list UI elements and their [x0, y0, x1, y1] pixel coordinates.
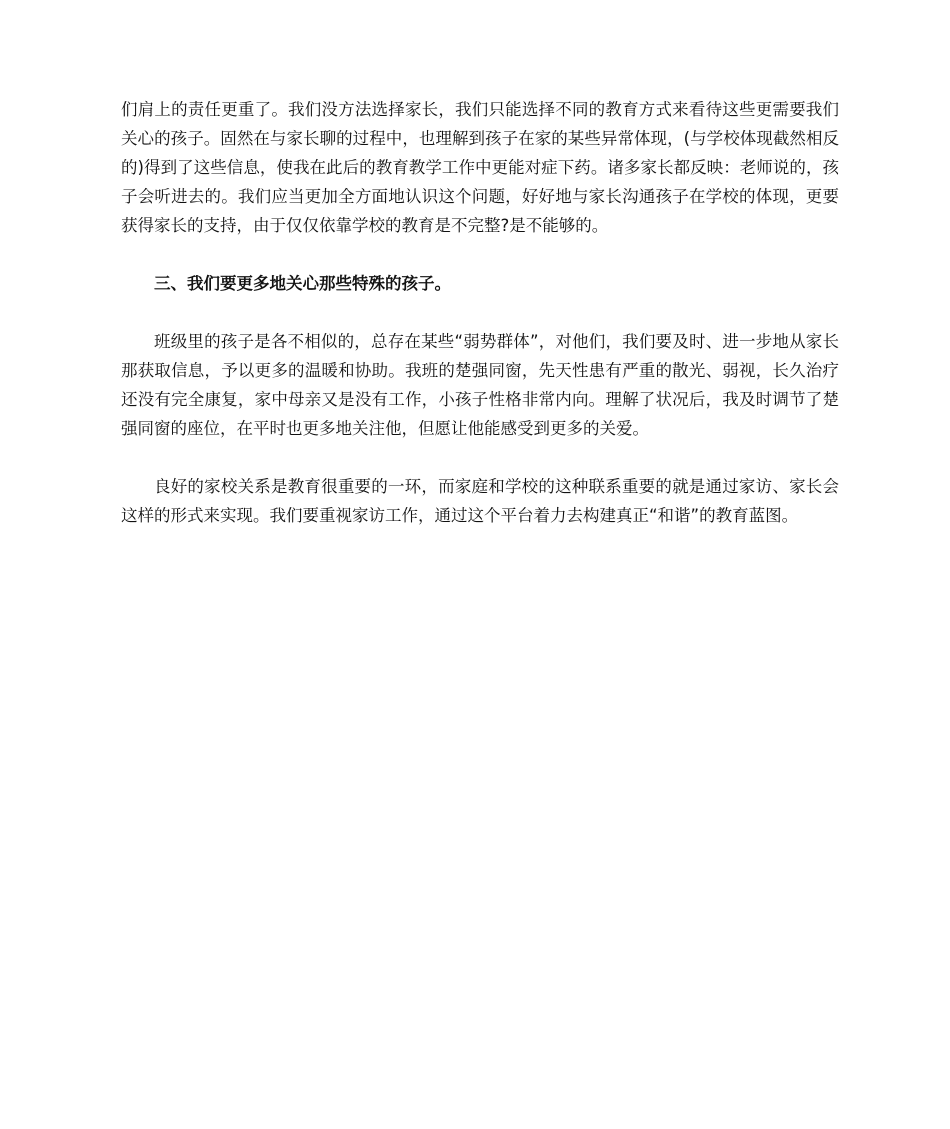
document-body: [121, 95, 839, 559]
section-heading: 三、我们要更多地关心那些特殊的孩子。: [154, 274, 451, 293]
paragraph-home-school: 良好的家校关系是教育很重要的一环，而家庭和学校的这种联系重要的就是通过家访、家长会这样的形式来实现。我们要重视家访工作，通过这个平台着力去构建真正“和谐”的教育蓝图。: [121, 477, 839, 525]
paragraph-continuation: 们肩上的责任更重了。我们没方法选择家长，我们只能选择不同的教育方式来看待这些更需要我们关心的孩子。固然在与家长聊的过程中，也理解到孩子在家的某些异常体现，(与学校体现截然相反的)得到了这些信息，使我在此后的教育教学工作中更能对症下药。诸多家长都反映：老师说的，孩子会听进去的。我们应当更加全方面地认识这个问题，好好地与家长沟通孩子在学校的体现，更要获得家长的支持，由于仅仅依靠学校的教育是不完整?是不能够的。: [121, 100, 839, 235]
paragraph-special-children: 班级里的孩子是各不相似的，总存在某些“弱势群体”，对他们，我们要及时、进一步地从家长那获取信息，予以更多的温暖和协助。我班的楚强同窗，先天性患有严重的散光、弱视，长久治疗还没有完全康复，家中母亲又是没有工作，小孩子性格非常内向。理解了状况后，我及时调节了楚强同窗的座位，在平时也更多地关注他，但愿让他能感受到更多的关爱。: [121, 332, 839, 438]
